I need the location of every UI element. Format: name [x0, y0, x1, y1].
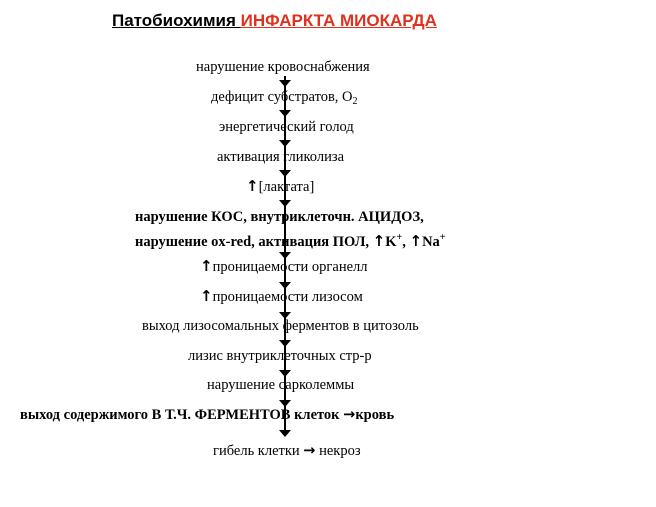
- step-substrate-deficit: дефицит субстратов, $О_2$: [211, 89, 358, 107]
- title-part-1: Патобиохимия: [112, 11, 241, 30]
- step-lactate-increase: ↑[лактата]: [246, 177, 315, 195]
- step-lysosomal-enzymes-release: выход лизосомальных ферментов в цитозоль: [142, 318, 419, 334]
- right-arrow-icon: →: [343, 407, 356, 423]
- down-arrow-icon: [279, 340, 291, 347]
- up-arrow-icon: ↑: [246, 177, 259, 195]
- diagram-title: [112, 10, 437, 32]
- step-enzymes-into-blood: выход содержимого В Т.Ч. ФЕРМЕНТОВ клеток →кровь: [20, 407, 395, 423]
- down-arrow-icon: [279, 140, 291, 147]
- down-arrow-icon: [279, 430, 291, 437]
- step-intracellular-lysis: лизис внутриклеточных стр-р: [188, 348, 372, 364]
- step-cell-death-necrosis: гибель клетки → некроз: [213, 443, 361, 459]
- title-part-2: ИНФАРКТА МИОКАРДА: [240, 11, 437, 30]
- step-organelle-permeability: ↑проницаемости органелл: [200, 257, 368, 275]
- up-arrow-icon: ↑: [200, 287, 213, 305]
- right-arrow-icon: →: [303, 443, 316, 459]
- up-arrow-icon: ↑: [200, 257, 213, 275]
- up-arrow-icon: ↑: [409, 232, 423, 250]
- down-arrow-icon: [279, 200, 291, 207]
- step-energy-starvation: энергетический голод: [219, 119, 354, 135]
- up-arrow-icon: ↑: [372, 232, 386, 250]
- step-glycolysis-activation: активация гликолиза: [217, 149, 345, 165]
- down-arrow-icon: [279, 110, 291, 117]
- down-arrow-icon: [279, 170, 291, 177]
- step-redox-disturbance: нарушение ox-red, активация ПОЛ, ↑K+, ↑Na+: [135, 232, 446, 250]
- step-sarcolemma-damage: нарушение сарколеммы: [207, 377, 355, 393]
- down-arrow-icon: [279, 80, 291, 87]
- step-blood-supply: нарушение кровоснабжения: [196, 59, 370, 75]
- step-lysosome-permeability: ↑проницаемости лизосом: [200, 287, 363, 305]
- step-acidosis: нарушение КОС, внутриклеточн. АЦИДОЗ,: [135, 209, 424, 225]
